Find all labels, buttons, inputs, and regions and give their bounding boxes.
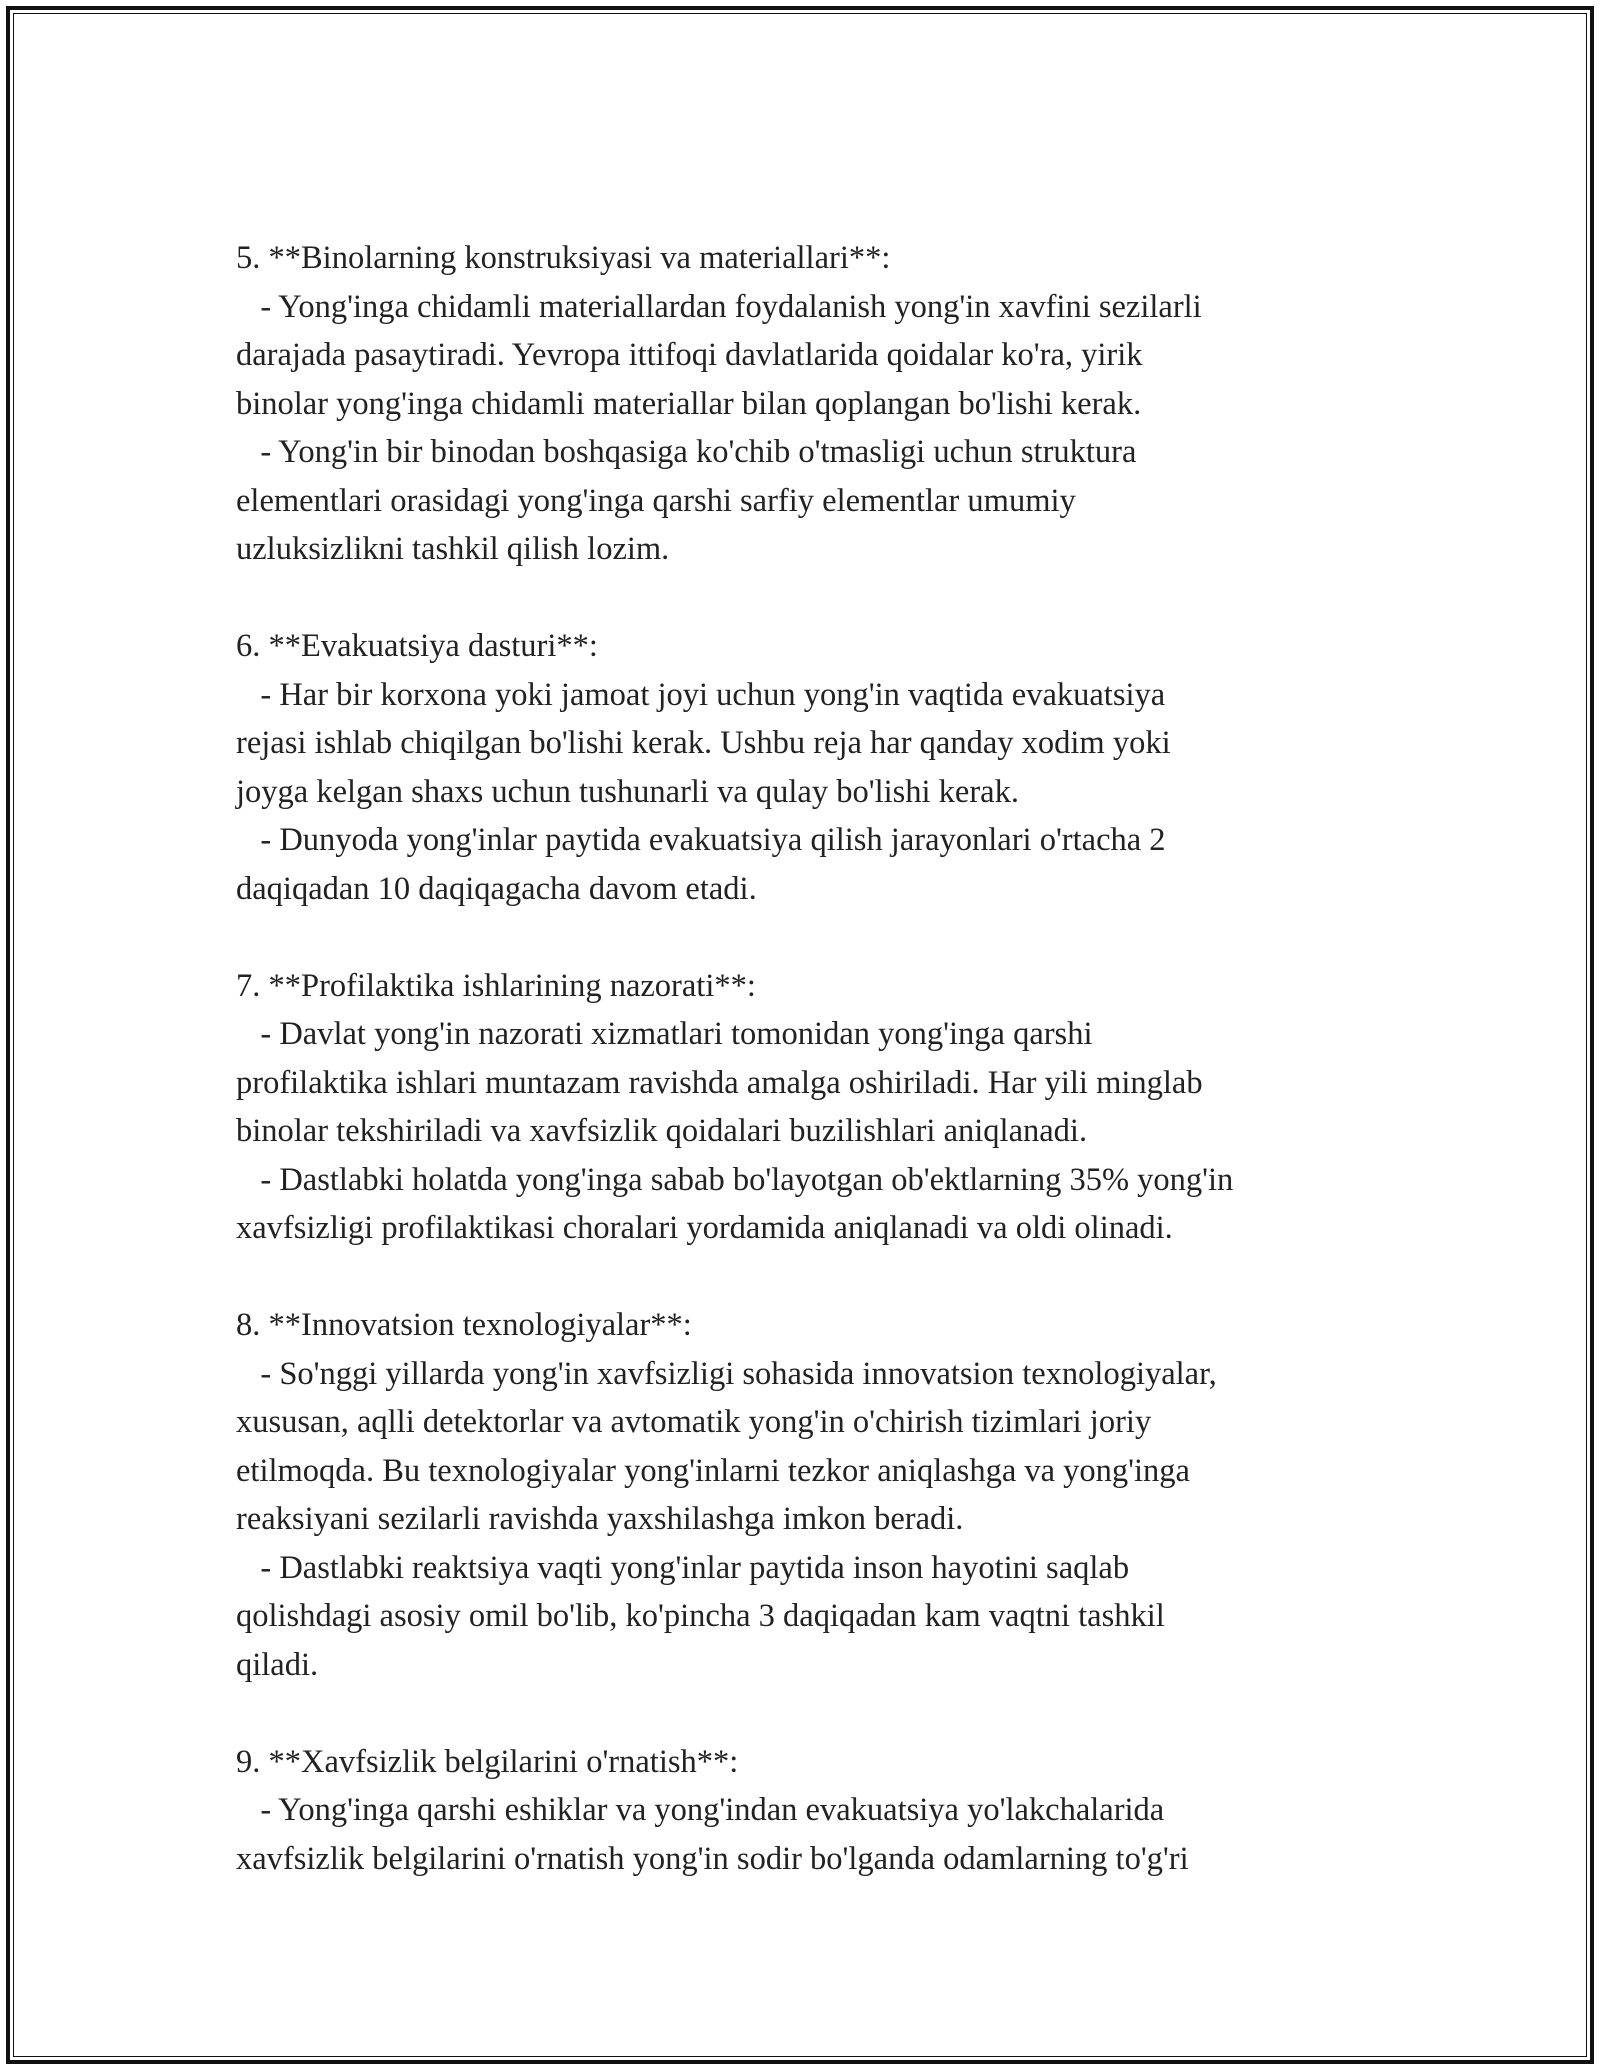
text-line: binolar yong'inga chidamli materiallar bilan qoplangan bo'lishi kerak.: [236, 385, 1142, 422]
text-line: xavfsizlik belgilarini o'rnatish yong'in sodir bo'lganda odamlarning to'g'ri: [236, 1840, 1189, 1877]
text-line: reaksiyani sezilarli ravishda yaxshilashga imkon beradi.: [236, 1501, 964, 1537]
text-line: qolishdagi asosiy omil bo'lib, ko'pincha 3 daqiqadan kam vaqtni tashkil: [236, 1598, 1165, 1634]
text-line: rejasi ishlab chiqilgan bo'lishi kerak. Ushbu reja har qanday xodim yoki: [236, 725, 1171, 761]
text-line: - Davlat yong'in nazorati xizmatlari tomonidan yong'inga qarshi: [236, 1016, 1093, 1052]
text-line: - Dastlabki holatda yong'inga sabab bo'layotgan ob'ektlarning 35% yong'in: [236, 1161, 1234, 1198]
text-line: binolar tekshiriladi va xavfsizlik qoidalari buzilishlari aniqlanadi.: [236, 1113, 1088, 1149]
text-line: xavfsizligi profilaktikasi choralari yordamida aniqlanadi va oldi olinadi.: [236, 1210, 1173, 1246]
text-line: - Yong'in bir binodan boshqasiga ko'chib o'tmasligi uchun struktura: [236, 434, 1137, 470]
text-line: - Dastlabki reaktsiya vaqti yong'inlar paytida inson hayotini saqlab: [236, 1549, 1130, 1586]
text-line: elementlari orasidagi yong'inga qarshi sarfiy elementlar umumiy: [236, 482, 1076, 519]
section-9: [236, 1738, 1396, 1884]
text-line: xususan, aqlli detektorlar va avtomatik yong'in o'chirish tizimlari joriy: [236, 1404, 1152, 1440]
text-line: qiladi.: [236, 1646, 319, 1683]
section-6: [236, 622, 1396, 913]
text-line: joyga kelgan shaxs uchun tushunarli va qulay bo'lishi kerak.: [236, 773, 1019, 810]
text-line: daqiqadan 10 daqiqagacha davom etadi.: [236, 870, 757, 907]
text-line: - Dunyoda yong'inlar paytida evakuatsiya qilish jarayonlari o'rtacha 2: [236, 822, 1166, 858]
text-line: uzluksizlikni tashkil qilish lozim.: [236, 531, 670, 567]
text-line: darajada pasaytiradi. Yevropa ittifoqi davlatlarida qoidalar ko'ra, yirik: [236, 337, 1143, 373]
text-line: - Yong'inga qarshi eshiklar va yong'indan evakuatsiya yo'lakchalarida: [236, 1792, 1165, 1828]
text-line: etilmoqda. Bu texnologiyalar yong'inlarni tezkor aniqlashga va yong'inga: [236, 1452, 1190, 1489]
text-line: - Yong'inga chidamli materiallardan foydalanish yong'in xavfini sezilarli: [236, 288, 1202, 325]
section-heading: 7. **Profilaktika ishlarining nazorati**:: [236, 967, 756, 1004]
section-8: [236, 1301, 1396, 1689]
text-line: profilaktika ishlari muntazam ravishda amalga oshiriladi. Har yili minglab: [236, 1064, 1203, 1101]
section-heading: 8. **Innovatsion texnologiyalar**:: [236, 1307, 692, 1343]
section-heading: 9. **Xavfsizlik belgilarini o'rnatish**:: [236, 1743, 739, 1780]
section-heading: 6. **Evakuatsiya dasturi**:: [236, 628, 598, 664]
text-line: - Har bir korxona yoki jamoat joyi uchun yong'in vaqtida evakuatsiya: [236, 676, 1166, 713]
section-heading: 5. **Binolarning konstruksiyasi va materiallari**:: [236, 240, 891, 276]
section-5: [236, 234, 1396, 574]
section-7: [236, 962, 1396, 1253]
document-body: [236, 234, 1396, 1932]
text-line: - So'nggi yillarda yong'in xavfsizligi sohasida innovatsion texnologiyalar,: [236, 1355, 1217, 1392]
